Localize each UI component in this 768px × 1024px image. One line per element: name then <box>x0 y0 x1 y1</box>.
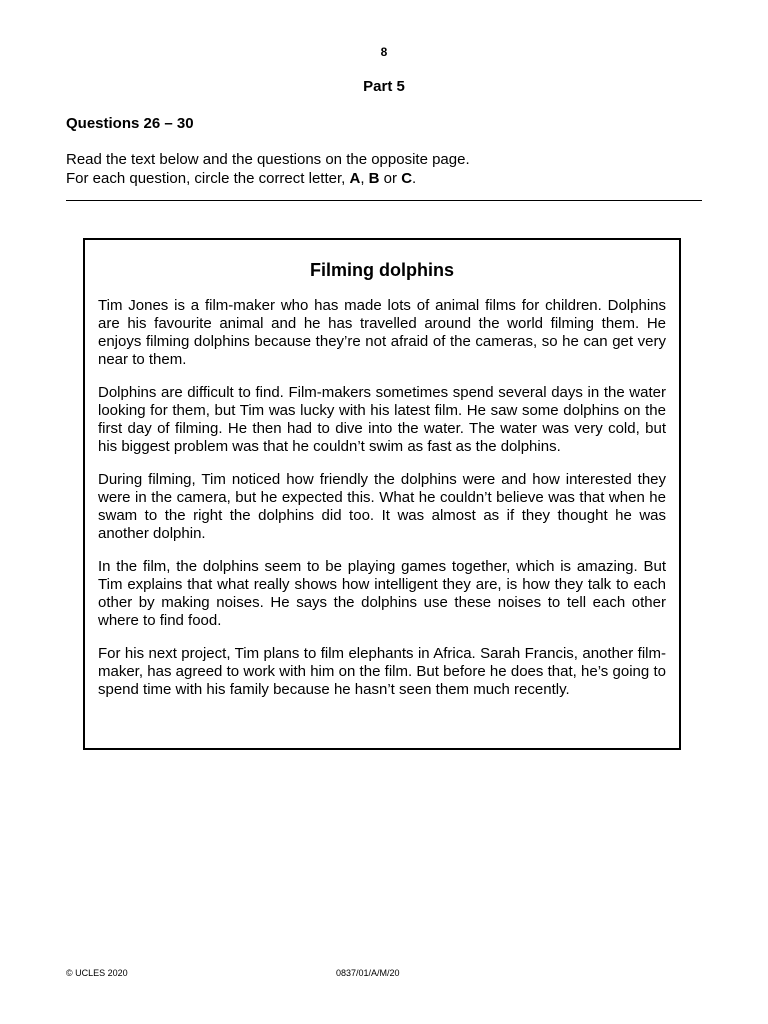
separator-ab: , <box>360 170 369 187</box>
option-letter-b: B <box>368 170 380 187</box>
questions-heading: Questions 26 – 30 <box>66 115 194 132</box>
article-paragraph-3: During filming, Tim noticed how friendly the dolphins were and how interested they were in the camera, but he expected this. What he couldn’t believe was that when he swam to the right the dolphins did too. It was almost as if they thought he was another dolphin. <box>98 471 666 542</box>
separator-bc: or <box>379 170 402 187</box>
page-number: 8 <box>380 45 388 59</box>
option-letter-a: A <box>349 170 361 187</box>
article-box <box>83 238 681 750</box>
article-paragraph-1: Tim Jones is a film-maker who has made lots of animal films for children. Dolphins are his favourite animal and he has travelled around the world filming them. He enjoys filming dolphins because they’re not afraid of the cameras, so he can get very near to them. <box>98 297 666 368</box>
article-paragraph-2: Dolphins are difficult to find. Film-makers sometimes spend several days in the water looking for them, but Tim was lucky with his latest film. He saw some dolphins on the first day of filming. He then had to dive into the water. The water was very cold, but his biggest problem was that he couldn’t swim as fast as the dolphins. <box>98 384 666 455</box>
option-letter-c: C <box>401 170 413 187</box>
article-paragraph-5: For his next project, Tim plans to film elephants in Africa. Sarah Francis, another film-maker, has agreed to work with him on the film. But before he does that, he’s going to spend time with his family because he hasn’t seen them much recently. <box>98 645 666 698</box>
instructions <box>66 150 706 188</box>
instructions-line-1: Read the text below and the questions on the opposite page. <box>66 151 470 168</box>
part-title: Part 5 <box>363 78 405 95</box>
instructions-line-2-text: For each question, circle the correct letter, <box>66 170 350 187</box>
footer-copyright: © UCLES 2020 <box>66 968 128 978</box>
horizontal-rule <box>66 200 702 201</box>
instructions-end: . <box>412 170 417 187</box>
footer-paper-code: 0837/01/A/M/20 <box>336 968 400 978</box>
article-title: Filming dolphins <box>310 260 454 280</box>
article-paragraph-4: In the film, the dolphins seem to be playing games together, which is amazing. But Tim explains that what really shows how intelligent they are, is how they talk to each other by making noises. He says the dolphins use these noises to tell each other where to find food. <box>98 558 666 629</box>
instructions-line-2 <box>66 169 706 188</box>
